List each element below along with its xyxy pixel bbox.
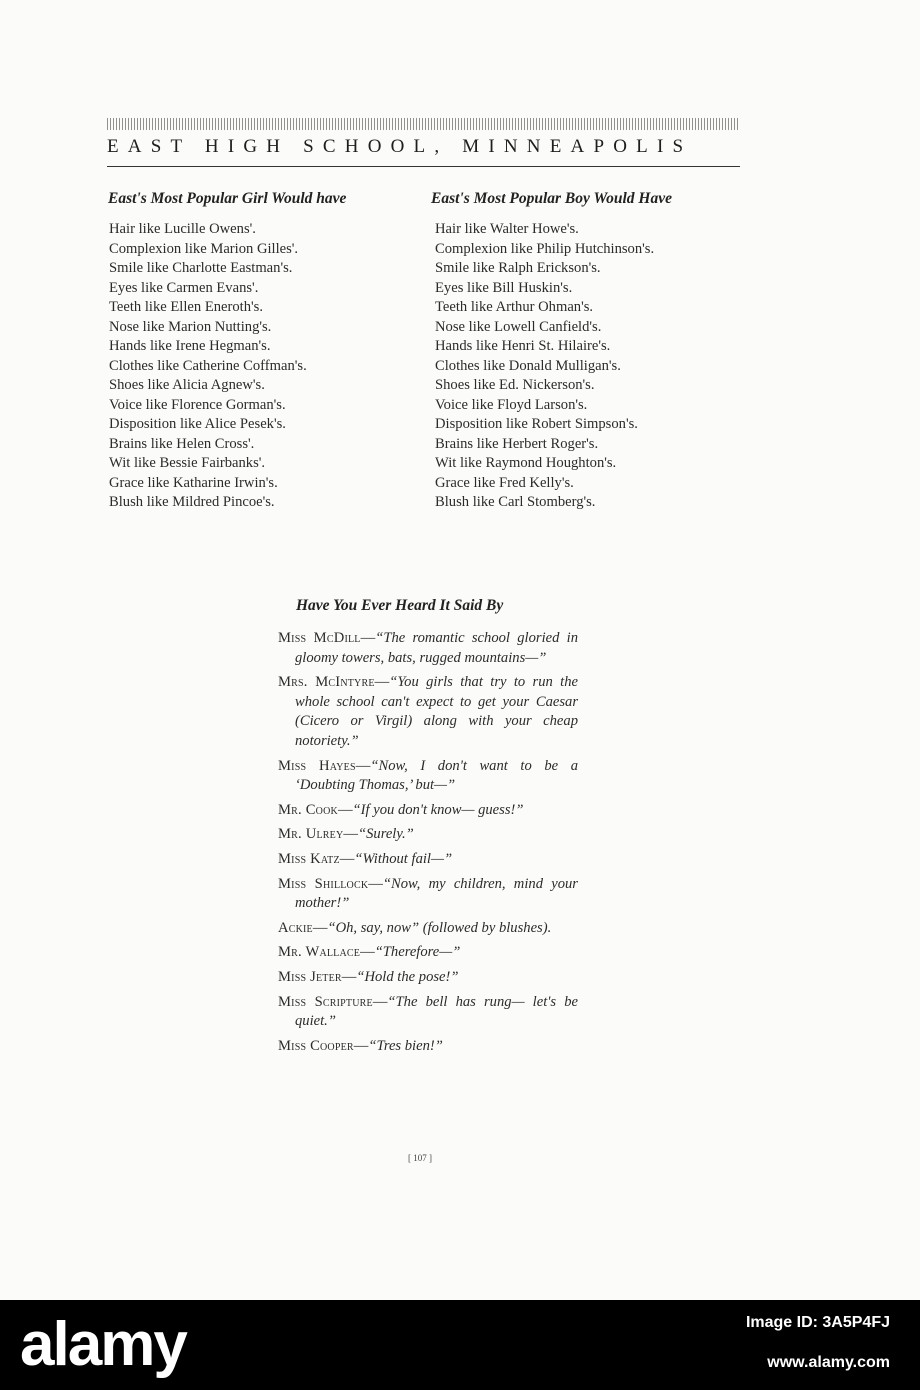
girl-item: Smile like Charlotte Eastman's. — [109, 260, 293, 276]
girl-item: Complexion like Marion Gilles'. — [109, 240, 299, 257]
boy-item: Clothes like Donald Mulligan's. — [435, 357, 621, 374]
boy-item: Brains like Herbert Roger's. — [435, 435, 599, 452]
quote-text: “The romantic school gloried in gloomy towers, bats, rugged mountains—” — [295, 630, 578, 666]
boy-list — [431, 220, 751, 513]
girl-item: Eyes like Carmen Evans'. — [109, 279, 259, 296]
girl-item: Teeth like Ellen Eneroth's. — [109, 299, 263, 315]
quote-text: “Surely.” — [357, 826, 414, 843]
quote-text: “Now, I don't want to be a ‘Doubting Thomas,’ but—” — [295, 757, 578, 794]
watermark-banner — [0, 1300, 920, 1390]
quote-item: Mr. Wallace—“Therefore—” — [278, 944, 461, 961]
girl-item: Disposition like Alice Pesek's. — [109, 416, 286, 432]
page-number: [ 107 ] — [408, 1153, 432, 1163]
girl-column — [108, 190, 418, 513]
quote-text: “Therefore—” — [374, 944, 461, 961]
quote-text: “You girls that try to run the whole school can't expect to get your Caesar (Cicero or Virgil) along with your cheap notoriety.” — [295, 674, 578, 749]
boy-column — [431, 190, 751, 513]
boy-item: Disposition like Robert Simpson's. — [435, 416, 638, 432]
quote-text: “Oh, say, now” (followed by blushes). — [327, 919, 552, 936]
header-rule — [107, 166, 740, 167]
quote-speaker: Mr. Wallace — [278, 944, 361, 961]
watermark-logo: alamy — [20, 1310, 186, 1379]
boy-item: Eyes like Bill Huskin's. — [435, 279, 573, 296]
quote-item: Miss Katz—“Without fail—” — [278, 850, 453, 867]
quote-item: Miss Hayes—“Now, I don't want to be a ‘Doubting Thomas,’ but—” — [278, 757, 578, 794]
watermark-url: www.alamy.com — [767, 1354, 890, 1371]
girl-item: Brains like Helen Cross'. — [109, 435, 255, 452]
quote-speaker: Miss Hayes — [278, 757, 356, 774]
boy-heading: East's Most Popular Boy Would Have — [431, 190, 672, 207]
girl-item: Voice like Florence Gorman's. — [109, 396, 286, 413]
quote-item: Mr. Ulrey—“Surely.” — [278, 826, 414, 843]
quote-item: Miss McDill—“The romantic school gloried in gloomy towers, bats, rugged mountains—” — [278, 630, 578, 666]
quote-item: Mrs. McIntyre—“You girls that try to run the whole school can't expect to get your Caesar (Cicero or Virgil) along with your cheap notoriety.” — [278, 674, 578, 749]
sayings-section — [278, 597, 578, 1061]
boy-item: Teeth like Arthur Ohman's. — [435, 299, 594, 315]
quote-text: “Without fail—” — [354, 850, 453, 867]
quote-text: “Now, my children, mind your mother!” — [295, 875, 578, 912]
boy-item: Smile like Ralph Erickson's. — [435, 260, 601, 276]
quote-text: “The bell has rung— let's be quiet.” — [295, 993, 578, 1030]
boy-item: Wit like Raymond Houghton's. — [435, 455, 617, 471]
quote-speaker: Mr. Ulrey — [278, 826, 344, 843]
girl-item: Clothes like Catherine Coffman's. — [109, 357, 307, 374]
boy-item: Hands like Henri St. Hilaire's. — [435, 338, 611, 354]
girl-list — [108, 220, 418, 513]
girl-item: Wit like Bessie Fairbanks'. — [109, 455, 266, 471]
boy-item: Voice like Floyd Larson's. — [435, 396, 588, 413]
boy-item: Complexion like Philip Hutchinson's. — [435, 240, 655, 257]
girl-item: Hair like Lucille Owens'. — [109, 221, 256, 237]
boy-item: Shoes like Ed. Nickerson's. — [435, 377, 595, 393]
sayings-heading: Have You Ever Heard It Said By — [296, 597, 504, 614]
watermark-image-id: Image ID: 3A5P4FJ — [745, 1314, 890, 1331]
boy-item: Grace like Fred Kelly's. — [435, 474, 574, 491]
boy-item: Blush like Carl Stomberg's. — [435, 494, 596, 510]
quote-speaker: Miss Cooper — [278, 1037, 354, 1054]
boy-item: Hair like Walter Howe's. — [435, 221, 579, 237]
decorative-border — [107, 118, 740, 130]
quote-item: Miss Cooper—“Tres bien!” — [278, 1037, 443, 1054]
girl-item: Blush like Mildred Pincoe's. — [109, 494, 275, 510]
quote-speaker: Mr. Cook — [278, 801, 338, 818]
girl-item: Hands like Irene Hegman's. — [109, 338, 271, 354]
quote-speaker: Miss Shillock — [278, 875, 369, 892]
quote-item: Miss Jeter—“Hold the pose!” — [278, 968, 459, 985]
quote-speaker: Miss Jeter — [278, 968, 342, 985]
girl-item: Nose like Marion Nutting's. — [109, 318, 272, 335]
quote-speaker: Miss Scripture — [278, 993, 373, 1010]
boy-item: Nose like Lowell Canfield's. — [435, 318, 602, 335]
quote-item: Miss Shillock—“Now, my children, mind your mother!” — [278, 875, 578, 912]
quote-speaker: Miss McDill — [278, 630, 361, 646]
girl-heading: East's Most Popular Girl Would have — [108, 190, 347, 207]
quote-item: Ackie—“Oh, say, now” (followed by blushes). — [278, 919, 552, 936]
quote-text: “Tres bien!” — [368, 1037, 443, 1054]
quote-speaker: Miss Katz — [278, 850, 340, 867]
girl-item: Grace like Katharine Irwin's. — [109, 474, 278, 491]
running-head: EAST HIGH SCHOOL, MINNEAPOLIS — [107, 136, 693, 157]
girl-item: Shoes like Alicia Agnew's. — [109, 377, 265, 393]
quote-item: Miss Scripture—“The bell has rung— let's be quiet.” — [278, 993, 578, 1030]
quote-speaker: Mrs. McIntyre — [278, 674, 375, 691]
quote-text: “If you don't know— guess!” — [352, 801, 524, 818]
quote-text: “Hold the pose!” — [356, 968, 459, 985]
quote-speaker: Ackie — [278, 919, 313, 936]
quote-item: Mr. Cook—“If you don't know— guess!” — [278, 801, 524, 818]
